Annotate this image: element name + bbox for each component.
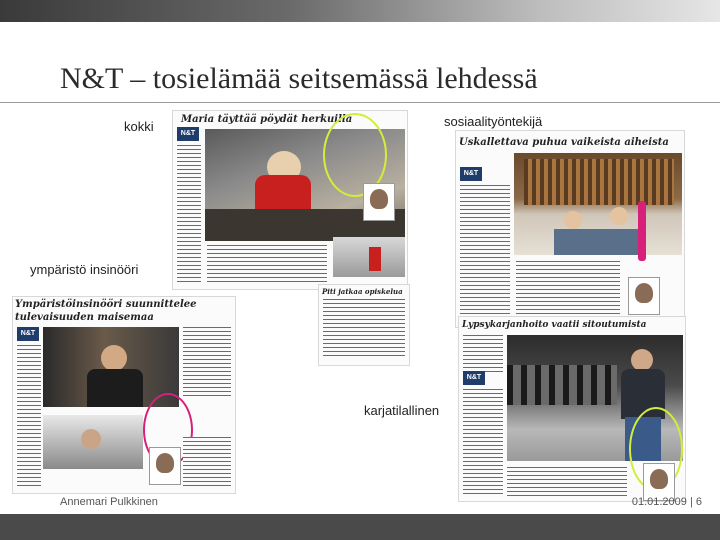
label-social-worker: sosiaalityöntekijä	[444, 114, 543, 129]
label-cook: kokki	[124, 119, 154, 134]
clipping-box-title: Piti jatkaa opiskelua	[322, 287, 403, 296]
bottom-decor-bar	[0, 514, 720, 540]
id-badge	[628, 277, 660, 315]
text-column	[177, 145, 201, 285]
text-column	[463, 389, 503, 497]
text-column	[463, 335, 503, 375]
id-badge	[149, 447, 181, 485]
text-column	[183, 327, 231, 397]
pink-ribbon	[638, 201, 646, 261]
text-column	[507, 467, 627, 497]
text-column	[323, 299, 405, 359]
clipping-farm-headline: Lypsykarjanhoito vaatii sitoutumista	[462, 320, 647, 330]
top-decor-bar	[0, 0, 720, 22]
text-column	[17, 345, 41, 489]
text-column	[516, 261, 620, 321]
nt-logo: N&T	[463, 371, 485, 385]
label-farmer: karjatilallinen	[364, 403, 440, 418]
clipping-cook	[172, 110, 408, 290]
footer-author: Annemari Pulkkinen	[60, 496, 158, 508]
clipping-social-headline: Uskallettava puhua vaikeista aiheista	[459, 137, 669, 148]
text-column	[460, 185, 510, 321]
clipping-env-headline-2: tulevaisuuden maisemaa	[15, 312, 154, 323]
clipping-cook-photo-small	[333, 237, 405, 277]
title-divider	[0, 102, 720, 103]
clipping-farmer	[458, 316, 686, 502]
id-badge	[363, 183, 395, 221]
clipping-env-headline-1: Ympäristöinsinööri suunnittelee	[15, 299, 197, 310]
text-column	[183, 437, 231, 487]
clipping-social-worker	[455, 130, 685, 328]
clipping-environment-engineer	[12, 296, 236, 494]
clipping-env-photo-small	[43, 415, 143, 469]
footer-date-page: 01.01.2009 | 6	[631, 496, 702, 508]
label-environment-engineer: ympäristö insinööri	[30, 262, 139, 277]
clipping-social-photo	[514, 153, 682, 255]
slide-title: N&T – tosielämää seitsemässä lehdessä	[60, 62, 538, 95]
clipping-box	[318, 284, 410, 366]
clipping-cook-headline: Maria täyttää pöydät herkuilla	[181, 114, 353, 125]
text-column	[207, 245, 327, 285]
nt-logo: N&T	[17, 327, 39, 341]
nt-logo: N&T	[460, 167, 482, 181]
nt-logo: N&T	[177, 127, 199, 141]
